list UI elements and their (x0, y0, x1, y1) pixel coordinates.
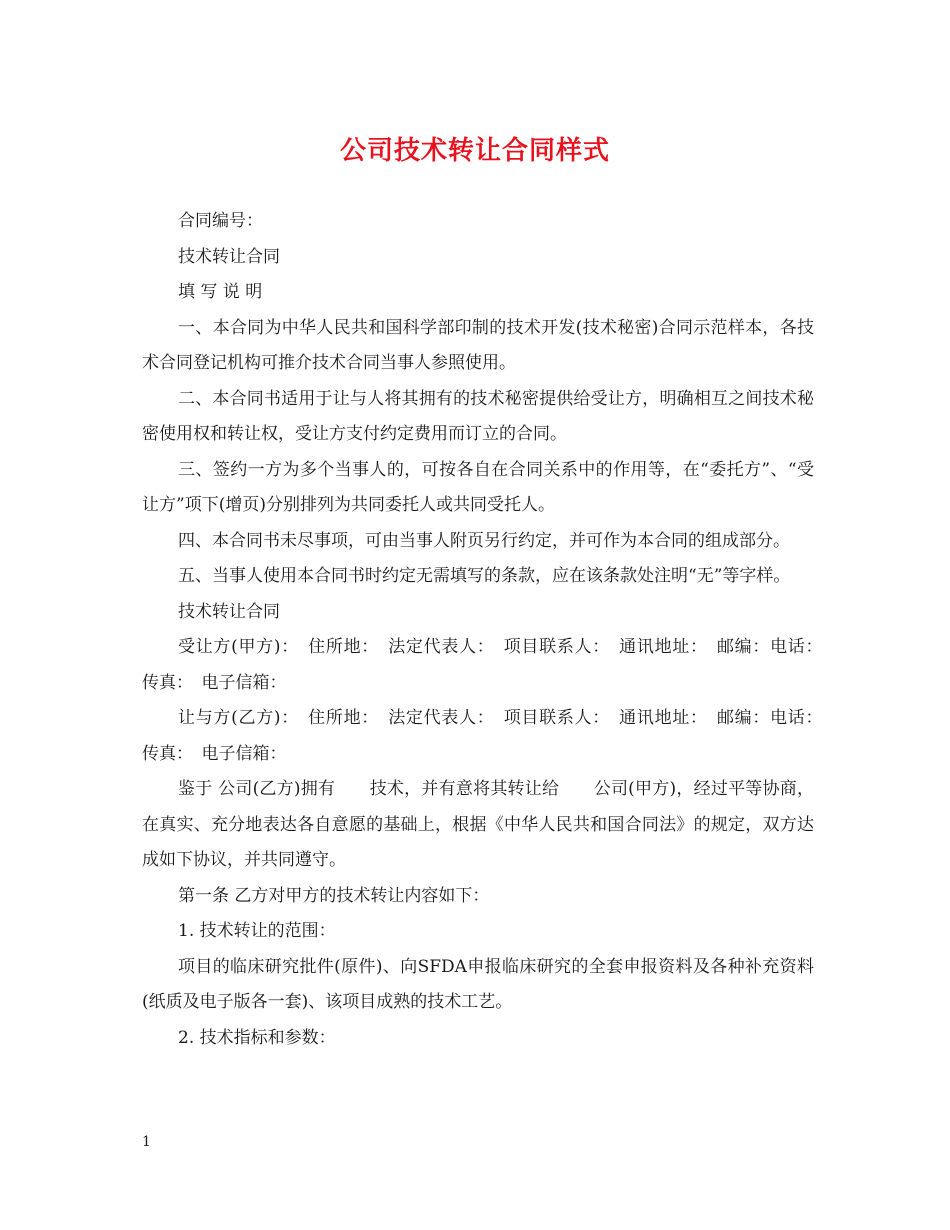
document-title: 公司技术转让合同样式 (339, 136, 610, 166)
instruction-item-5: 五、当事人使用本合同书时约定无需填写的条款，应在该条款处注明“无”等字样。 (178, 566, 791, 586)
instruction-item-1: 一、本合同为中华人民共和国科学部印制的技术开发(技术秘密)合同示范样本，各技术合同登记机构可推介技术合同当事人参照使用。 (142, 317, 814, 373)
specs-item-heading: 2. 技术指标和参数： (178, 1027, 336, 1048)
contract-number-line: 合同编号： (178, 211, 263, 231)
instruction-item-2: 二、本合同书适用于让与人将其拥有的技术秘密提供给受让方，明确相互之间技术秘密使用权和转让权，受让方支付约定费用而订立的合同。 (142, 388, 814, 444)
article-1-heading: 第一条 乙方对甲方的技术转让内容如下： (178, 885, 490, 906)
contract-heading: 技术转让合同 (178, 246, 280, 267)
instruction-item-4: 四、本合同书未尽事项，可由当事人附页另行约定，并可作为本合同的组成部分。 (178, 530, 790, 551)
instruction-item-3: 三、签约一方为多个当事人的，可按各自在合同关系中的作用等，在“委托方”、“受让方”项下(增页)分别排列为共同委托人或共同受托人。 (142, 459, 814, 515)
contract-heading-2: 技术转让合同 (178, 601, 280, 622)
scope-item-heading: 1. 技术转让的范围： (178, 921, 336, 941)
preamble-paragraph: 鉴于 公司(乙方)拥有 技术，并有意将其转让给 公司(甲方)，经过平等协商，在真实、充分地表达各自意愿的基础上，根据《中华人民共和国合同法》的规定，双方达成如下协议，并共同遵守。 (142, 779, 814, 870)
scope-item-content: 项目的临床研究批件(原件)、向SFDA申报临床研究的全套申报资料及各种补充资料(纸质及电子版各一套)、该项目成熟的技术工艺。 (142, 956, 814, 1012)
party-b-info: 让与方(乙方)： 住所地： 法定代表人： 项目联系人： 通讯地址： 邮编：电话： 传真： 电子信箱： (142, 708, 831, 764)
instructions-heading: 填 写 说 明 (178, 282, 263, 302)
page-number: 1 (142, 1134, 151, 1150)
document-body (142, 204, 831, 1056)
party-a-info: 受让方(甲方)： 住所地： 法定代表人： 项目联系人： 通讯地址： 邮编：电话： 传真： 电子信箱： (142, 637, 831, 693)
